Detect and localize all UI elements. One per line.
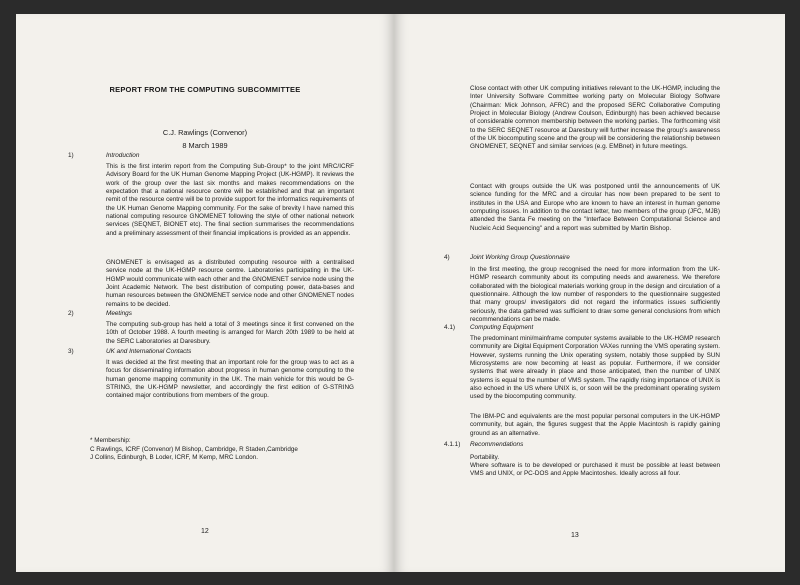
left-page <box>16 14 394 572</box>
section-heading: UK and International Contacts <box>106 348 192 355</box>
paragraph: In the first meeting, the group recognised the need for more information from the UK-HGMP research community about its computing needs and awareness. We therefore collaborated with the biological materials working group in the design and circulation of a questionnaire. Although the low number of responders to the questionnaire suggested that many groups/ investigators did not regard the informatics issues sufficiently seriously, the data gathered was sufficient to draw some general conclusions from which recommendations can be made. <box>470 266 720 324</box>
paragraph: The computing sub-group has held a total of 3 meetings since it first convened on the 10th of October 1988. A fourth meeting is arranged for March 20th 1989 to be held at the SERC Laboratories at Daresbury. <box>106 321 354 345</box>
paragraph: The predominant mini/mainframe computer systems available to the UK-HGMP research community are Digital Equipment Corporation VAXes running the VMS operating system. However, systems running the Unix operating system, notably those supplied by SUN Microsystems are now becoming at least as popular. Furthermore, if we consider systems that were already in place and those anticipated, then the number of UNIX systems is equal to the number of VMS system. The rapidly rising importance of UNIX is also echoed in the US where UNIX is, or soon will be the predominant operating system used by the biocomputing community. <box>470 335 720 401</box>
section-heading: Introduction <box>106 152 140 159</box>
section-heading: Joint Working Group Questionnaire <box>470 254 570 261</box>
footnote <box>90 437 380 463</box>
report-title: REPORT FROM THE COMPUTING SUBCOMMITTEE <box>109 85 301 94</box>
paragraph: Close contact with other UK computing initiatives relevant to the UK-HGMP, including the Inter University Software Committee working party on Molecular Biology Software (Chairman: Mick Johnson, AFRC) and the proposed SERC Collaborative Computing Project in Molecular Biology (Andrew Coulson, Edinburgh) has been achieved because of considerable common membership between the working parties. The forthcoming visit to the SERC SEQNET resource at Daresbury will further increase the group's awareness of the UK biocomputing scene and the group will be considering the relationship between GNOMENET, SEQNET and similar services (e.g. EMBnet) in future meetings. <box>470 85 720 151</box>
page-number: 12 <box>201 528 209 535</box>
section-number: 2) <box>68 310 74 317</box>
section-number: 3) <box>68 348 74 355</box>
paragraph: It was decided at the first meeting that an important role for the group was to act as a focus for disseminating information about progress in human genome computing to the human genome mapping community in the UK. The main vehicle for this would be G-STRING, the UK-HGMP newsletter, and accordingly the first edition of G-STRING contained major contributions from members of the group. <box>106 359 354 400</box>
section-number: 1) <box>68 152 74 159</box>
footnote-line: J Collins, Edinburgh, B Loder, ICRF, M Kemp, MRC London. <box>90 454 258 462</box>
right-page <box>394 14 785 572</box>
paragraph: Contact with groups outside the UK was postponed until the announcements of UK science funding for the MRC and a circular has now been prepared to be sent to institutes in the USA and Europe who are known to have an interest in human genome computing issues. In addition to the contact letter, two members of the group (JFC, MJB) attended the Santa Fe meeting on the "Interface Between Computational Science and Nucleic Acid Sequencing" and a report was submitted by Martin Bishop. <box>470 183 720 232</box>
footnote-line: * Membership: <box>90 437 131 444</box>
footnote-line: C Rawlings, ICRF (Convenor) M Bishop, Cambridge, R Staden,Cambridge <box>90 445 298 453</box>
section-number: 4) <box>444 254 450 261</box>
paragraph: This is the first interim report from the Computing Sub-Group* to the joint MRC/ICRF Advisory Board for the UK Human Genome Mapping Project (UK-HGMP). It reviews the work of the group over the last six months and makes recommendations on the expectation that a national resource centre will be established and that an important remit of the resource centre will be to provide support for the informatics requirements of the UK Human Genome Mapping community. For the sake of brevity I have named this national computing resource GNOMENET following the style of other national network services (SEQNET, BIONET etc). The final section summarises the recommendations and a preliminary assessment of their financial implications is provided as an appendix. <box>106 163 354 237</box>
page-number: 13 <box>571 532 579 539</box>
section-number: 4.1) <box>444 324 456 331</box>
section-heading: Recommendations <box>470 441 524 448</box>
section-number: 4.1.1) <box>444 441 461 448</box>
paragraph: The IBM-PC and equivalents are the most popular personal computers in the UK-HGMP community, but again, the figures suggest that the Apple Macintosh is rapidly gaining ground as an alternative. <box>470 413 720 437</box>
report-date: 8 March 1989 <box>182 141 228 150</box>
report-author: C.J. Rawlings (Convenor) <box>162 128 248 137</box>
section-heading: Computing Equipment <box>470 324 534 331</box>
paragraph: Portability. <box>470 454 500 461</box>
paragraph: GNOMENET is envisaged as a distributed computing resource with a centralised service node at the UK-HGMP resource centre. Laboratories participating in the UK-HGMP would communicate with each other and the GNOMENET service node using the Joint Academic Network. The best distribution of computing power, data-bases and human resources between the GNOMENET service node and other GNOMENET nodes remains to be decided. <box>106 259 354 308</box>
paragraph: Where software is to be developed or purchased it must be possible at least between VMS and UNIX, or PC-DOS and Apple Macintoshes. Ideally across all four. <box>470 462 720 478</box>
section-heading: Meetings <box>106 310 132 317</box>
